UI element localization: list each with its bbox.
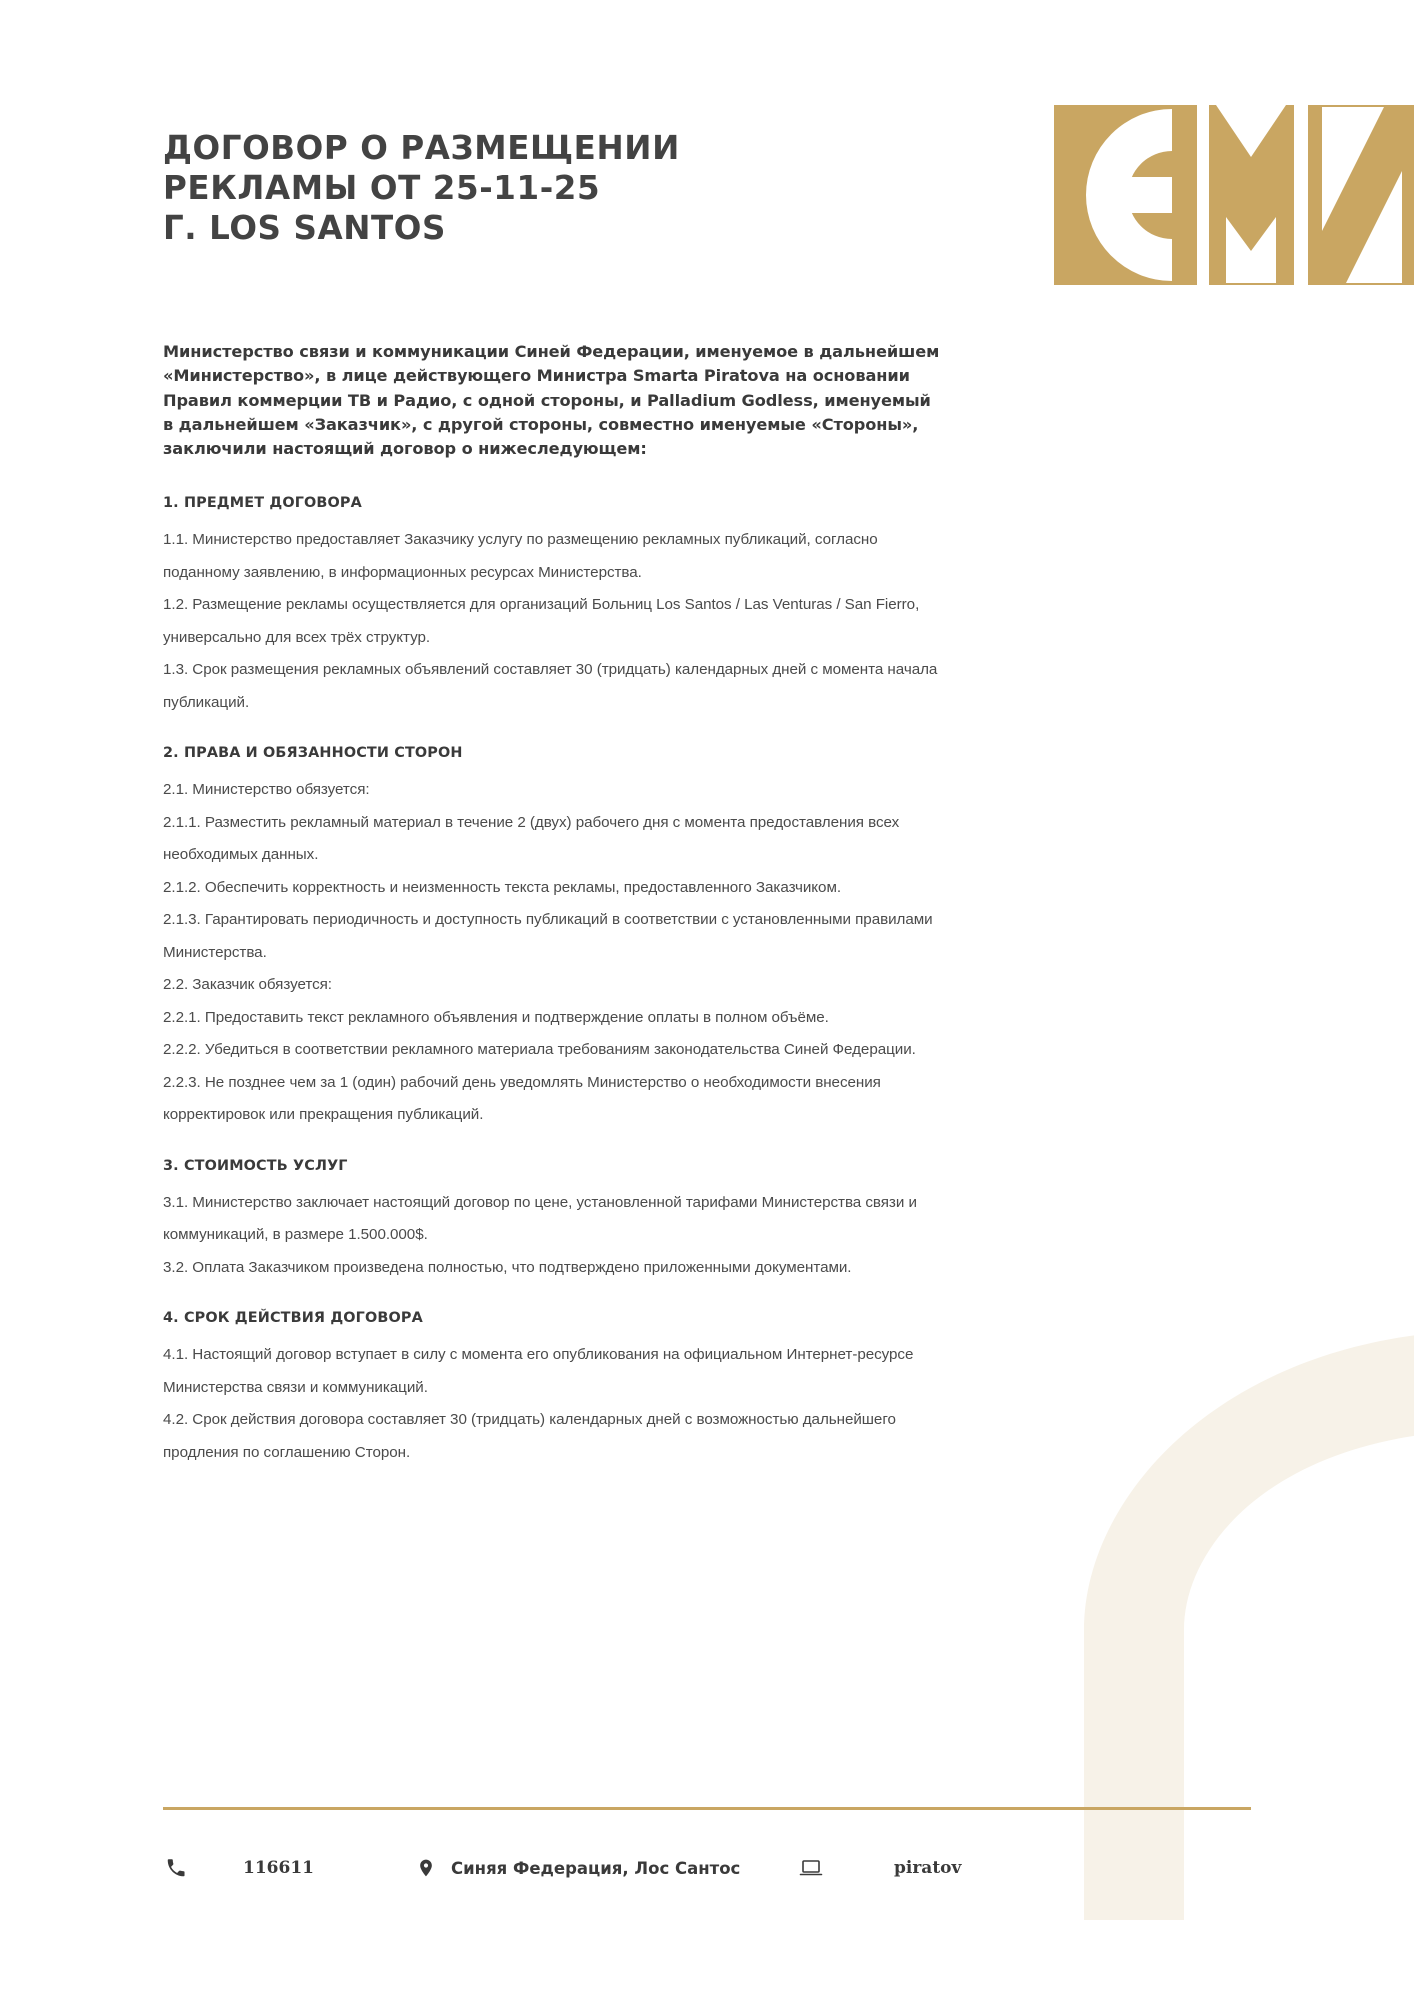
footer-divider xyxy=(163,1807,1251,1810)
intro-paragraph: Министерство связи и коммуникации Синей Федерации, именуемое в дальнейшем «Министерство», в лице действующего Министра Smarta Piratova на основании Правил коммерции ТВ и Радио, с одной стороны, и Palladium Godless, именуемый в дальнейшем «Заказчик», с другой стороны, совместно именуемые «Стороны», заключили настоящий договор о нижеследующем: xyxy=(163,342,940,459)
title-line-1: ДОГОВОР О РАЗМЕЩЕНИИ xyxy=(163,129,680,167)
document-body xyxy=(163,340,943,1495)
clause-4-2: 4.2. Срок действия договора составляет 30 (тридцать) календарных дней с возможностью дальнейшего продления по соглашению Сторон. xyxy=(163,1411,896,1461)
footer-phone xyxy=(163,1855,413,1881)
clause-2-1-3: 2.1.3. Гарантировать периодичность и доступность публикаций в соответствии с установленными правилами Министерства. xyxy=(163,911,933,961)
clause-4-1: 4.1. Настоящий договор вступает в силу с момента его опубликования на официальном Интернет-ресурсе Министерства связи и коммуникаций. xyxy=(163,1346,914,1396)
clause-3-1: 3.1. Министерство заключает настоящий договор по цене, установленной тарифами Министерства связи и коммуникаций, в размере 1.500.000$. xyxy=(163,1193,917,1244)
section-3 xyxy=(163,1158,943,1285)
watermark-logo-arc xyxy=(934,1280,1414,1920)
clause-1-2: 1.2. Размещение рекламы осуществляется для организаций Больниц Los Santos / Las Venturas / San Fierro, универсально для всех трёх структур. xyxy=(163,596,920,646)
location-pin-icon xyxy=(413,1855,439,1881)
footer-phone-value: 116611 xyxy=(243,1858,314,1878)
footer-address-value: Синяя Федерация, Лос Сантос xyxy=(451,1858,741,1878)
section-2-heading: 2. ПРАВА И ОБЯЗАННОСТИ СТОРОН xyxy=(163,745,463,762)
section-4-heading: 4. СРОК ДЕЙСТВИЯ ДОГОВОРА xyxy=(163,1310,423,1327)
smi-logo xyxy=(1054,105,1414,285)
section-1-heading: 1. ПРЕДМЕТ ДОГОВОРА xyxy=(163,495,362,512)
footer-address xyxy=(413,1855,798,1881)
laptop-icon xyxy=(798,1855,824,1881)
section-1 xyxy=(163,495,943,719)
clause-1-3: 1.3. Срок размещения рекламных объявлений составляет 30 (тридцать) календарных дней с момента начала публикаций. xyxy=(163,661,938,711)
clause-2-2-3: 2.2.3. Не позднее чем за 1 (один) рабочий день уведомлять Министерство о необходимости внесения корректировок или прекращения публикаций. xyxy=(163,1073,881,1124)
phone-icon xyxy=(163,1855,189,1881)
section-4 xyxy=(163,1310,943,1469)
clause-2-1-2: 2.1.2. Обеспечить корректность и неизменность текста рекламы, предоставленного Заказчиком. xyxy=(163,878,842,896)
clause-1-1: 1.1. Министерство предоставляет Заказчику услугу по размещению рекламных публикаций, согласно поданному заявлению, в информационных ресурсах Министерства. xyxy=(163,531,878,581)
clause-2-2-2: 2.2.2. Убедиться в соответствии рекламного материала требованиям законодательства Синей Федерации. xyxy=(163,1041,916,1059)
section-3-heading: 3. СТОИМОСТЬ УСЛУГ xyxy=(163,1157,348,1174)
clause-2-1: 2.1. Министерство обязуется: xyxy=(163,781,370,799)
clause-2-2: 2.2. Заказчик обязуется: xyxy=(163,976,332,994)
section-2 xyxy=(163,745,943,1132)
footer-website-value: piratov xyxy=(894,1858,962,1878)
clause-2-1-1: 2.1.1. Разместить рекламный материал в течение 2 (двух) рабочего дня с момента предоставления всех необходимых данных. xyxy=(163,813,900,864)
title-line-3: Г. LOS SANTOS xyxy=(163,209,447,247)
clause-3-2: 3.2. Оплата Заказчиком произведена полностью, что подтверждено приложенными документами. xyxy=(163,1258,852,1276)
title-line-2: РЕКЛАМЫ ОТ 25-11-25 xyxy=(163,169,601,207)
clause-2-2-1: 2.2.1. Предоставить текст рекламного объявления и подтверждение оплаты в полном объёме. xyxy=(163,1008,829,1026)
footer-website xyxy=(798,1855,1098,1881)
footer xyxy=(163,1855,1253,1881)
page-title xyxy=(163,128,783,248)
